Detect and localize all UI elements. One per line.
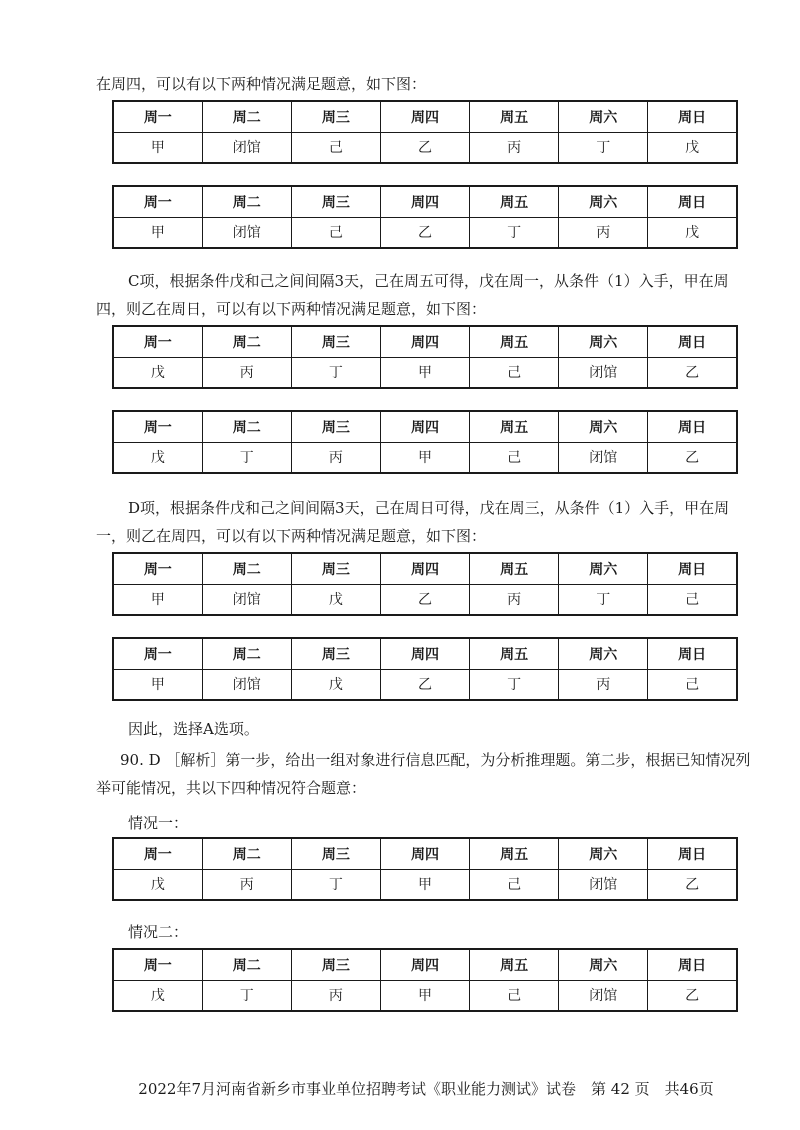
day-header-cell: 周三 — [291, 186, 380, 217]
schedule-table-4 — [112, 410, 738, 474]
table-cell: 己 — [470, 980, 559, 1011]
table-row — [113, 980, 737, 1011]
day-header-cell: 周日 — [648, 553, 737, 584]
table-cell: 己 — [291, 217, 380, 248]
table-cell: 甲 — [113, 584, 202, 615]
table-cell: 丁 — [291, 357, 380, 388]
day-header-cell: 周四 — [380, 186, 469, 217]
table-cell: 丙 — [470, 132, 559, 163]
table-cell: 丙 — [559, 217, 648, 248]
table-header-row — [113, 553, 737, 584]
day-header-cell: 周三 — [291, 326, 380, 357]
table-row — [113, 869, 737, 900]
table-cell: 丙 — [559, 669, 648, 700]
day-header-cell: 周五 — [470, 638, 559, 669]
intro-paragraph: 在周四，可以有以下两种情况满足题意，如下图： — [96, 75, 427, 93]
day-header-cell: 周一 — [113, 186, 202, 217]
table-cell: 戊 — [648, 132, 737, 163]
table-cell: 戊 — [113, 442, 202, 473]
table-cell: 乙 — [380, 584, 469, 615]
case-2-label: 情况二： — [128, 923, 189, 941]
day-header-cell: 周三 — [291, 101, 380, 132]
table-cell: 丙 — [202, 869, 291, 900]
table-header-row — [113, 101, 737, 132]
table-cell: 乙 — [380, 217, 469, 248]
table-cell: 戊 — [113, 980, 202, 1011]
day-header-cell: 周一 — [113, 638, 202, 669]
table-cell: 丙 — [291, 980, 380, 1011]
table-cell: 闭馆 — [202, 584, 291, 615]
table-row — [113, 584, 737, 615]
table-cell: 甲 — [380, 980, 469, 1011]
table-cell: 乙 — [380, 132, 469, 163]
option-c-paragraph: C项，根据条件戊和己之间间隔3天，己在周五可得，戊在周一，从条件（1）入手，甲在周四，则乙在周日，可以有以下两种情况满足题意，如下图： — [96, 272, 729, 318]
table-cell: 闭馆 — [202, 669, 291, 700]
day-header-cell: 周三 — [291, 949, 380, 980]
day-header-cell: 周六 — [559, 186, 648, 217]
table-cell: 乙 — [648, 357, 737, 388]
table-cell: 戊 — [113, 869, 202, 900]
table-row — [113, 217, 737, 248]
day-header-cell: 周五 — [470, 553, 559, 584]
table-cell: 戊 — [648, 217, 737, 248]
table-cell: 己 — [291, 132, 380, 163]
day-header-cell: 周四 — [380, 411, 469, 442]
table-cell: 乙 — [380, 669, 469, 700]
table-cell: 乙 — [648, 442, 737, 473]
page-footer: 2022年7月河南省新乡市事业单位招聘考试《职业能力测试》试卷 第 42 页 共46页 — [138, 1080, 714, 1098]
day-header-cell: 周四 — [380, 838, 469, 869]
table-row — [113, 669, 737, 700]
table-cell: 甲 — [113, 217, 202, 248]
day-header-cell: 周四 — [380, 638, 469, 669]
day-header-cell: 周五 — [470, 186, 559, 217]
day-header-cell: 周六 — [559, 553, 648, 584]
day-header-cell: 周一 — [113, 411, 202, 442]
table-header-row — [113, 838, 737, 869]
day-header-cell: 周一 — [113, 101, 202, 132]
table-cell: 甲 — [113, 132, 202, 163]
day-header-cell: 周日 — [648, 949, 737, 980]
table-cell: 己 — [470, 357, 559, 388]
table-cell: 丁 — [559, 584, 648, 615]
table-cell: 甲 — [380, 869, 469, 900]
day-header-cell: 周六 — [559, 411, 648, 442]
table-cell: 丁 — [202, 442, 291, 473]
table-cell: 甲 — [380, 442, 469, 473]
table-cell: 戊 — [291, 584, 380, 615]
day-header-cell: 周六 — [559, 101, 648, 132]
table-header-row — [113, 949, 737, 980]
schedule-table-8 — [112, 948, 738, 1012]
table-cell: 闭馆 — [559, 980, 648, 1011]
schedule-table-7 — [112, 837, 738, 901]
table-cell: 丁 — [470, 217, 559, 248]
table-row — [113, 357, 737, 388]
day-header-cell: 周日 — [648, 838, 737, 869]
day-header-cell: 周日 — [648, 101, 737, 132]
schedule-table-1 — [112, 100, 738, 164]
table-header-row — [113, 411, 737, 442]
table-row — [113, 132, 737, 163]
schedule-table-6 — [112, 637, 738, 701]
day-header-cell: 周二 — [202, 838, 291, 869]
table-cell: 己 — [648, 669, 737, 700]
table-cell: 闭馆 — [559, 442, 648, 473]
day-header-cell: 周二 — [202, 411, 291, 442]
day-header-cell: 周一 — [113, 326, 202, 357]
day-header-cell: 周三 — [291, 838, 380, 869]
day-header-cell: 周六 — [559, 838, 648, 869]
table-header-row — [113, 326, 737, 357]
table-cell: 闭馆 — [202, 132, 291, 163]
table-cell: 丁 — [202, 980, 291, 1011]
table-cell: 甲 — [380, 357, 469, 388]
day-header-cell: 周三 — [291, 553, 380, 584]
table-header-row — [113, 186, 737, 217]
schedule-table-3 — [112, 325, 738, 389]
table-cell: 甲 — [113, 669, 202, 700]
table-cell: 丙 — [470, 584, 559, 615]
table-cell: 丙 — [291, 442, 380, 473]
day-header-cell: 周一 — [113, 838, 202, 869]
day-header-cell: 周日 — [648, 186, 737, 217]
day-header-cell: 周四 — [380, 553, 469, 584]
table-cell: 乙 — [648, 980, 737, 1011]
schedule-table-2 — [112, 185, 738, 249]
day-header-cell: 周二 — [202, 553, 291, 584]
day-header-cell: 周日 — [648, 638, 737, 669]
day-header-cell: 周三 — [291, 638, 380, 669]
day-header-cell: 周五 — [470, 838, 559, 869]
day-header-cell: 周日 — [648, 326, 737, 357]
table-cell: 丁 — [291, 869, 380, 900]
day-header-cell: 周一 — [113, 949, 202, 980]
day-header-cell: 周二 — [202, 949, 291, 980]
table-cell: 闭馆 — [202, 217, 291, 248]
day-header-cell: 周三 — [291, 411, 380, 442]
day-header-cell: 周一 — [113, 553, 202, 584]
day-header-cell: 周二 — [202, 638, 291, 669]
case-1-label: 情况一： — [128, 814, 189, 832]
day-header-cell: 周六 — [559, 949, 648, 980]
table-cell: 己 — [470, 869, 559, 900]
option-d-paragraph: D项，根据条件戊和己之间间隔3天，己在周日可得，戊在周三，从条件（1）入手，甲在周一，则乙在周四，可以有以下两种情况满足题意，如下图： — [96, 499, 730, 545]
day-header-cell: 周二 — [202, 186, 291, 217]
day-header-cell: 周四 — [380, 326, 469, 357]
conclusion-paragraph: 因此，选择A选项。 — [128, 720, 259, 738]
day-header-cell: 周五 — [470, 326, 559, 357]
table-cell: 闭馆 — [559, 357, 648, 388]
day-header-cell: 周五 — [470, 101, 559, 132]
day-header-cell: 周六 — [559, 326, 648, 357]
table-cell: 闭馆 — [559, 869, 648, 900]
table-cell: 戊 — [291, 669, 380, 700]
table-cell: 丁 — [559, 132, 648, 163]
schedule-table-5 — [112, 552, 738, 616]
day-header-cell: 周六 — [559, 638, 648, 669]
table-cell: 乙 — [648, 869, 737, 900]
day-header-cell: 周五 — [470, 949, 559, 980]
day-header-cell: 周四 — [380, 949, 469, 980]
table-cell: 丁 — [470, 669, 559, 700]
day-header-cell: 周五 — [470, 411, 559, 442]
table-cell: 丙 — [202, 357, 291, 388]
day-header-cell: 周二 — [202, 326, 291, 357]
day-header-cell: 周二 — [202, 101, 291, 132]
table-row — [113, 442, 737, 473]
table-cell: 戊 — [113, 357, 202, 388]
table-cell: 己 — [648, 584, 737, 615]
question-90-paragraph: 90. D ［解析］第一步，给出一组对象进行信息匹配，为分析推理题。第二步，根据已知情况列举可能情况，共以下四种情况符合题意： — [96, 751, 751, 797]
table-header-row — [113, 638, 737, 669]
day-header-cell: 周四 — [380, 101, 469, 132]
day-header-cell: 周日 — [648, 411, 737, 442]
table-cell: 己 — [470, 442, 559, 473]
